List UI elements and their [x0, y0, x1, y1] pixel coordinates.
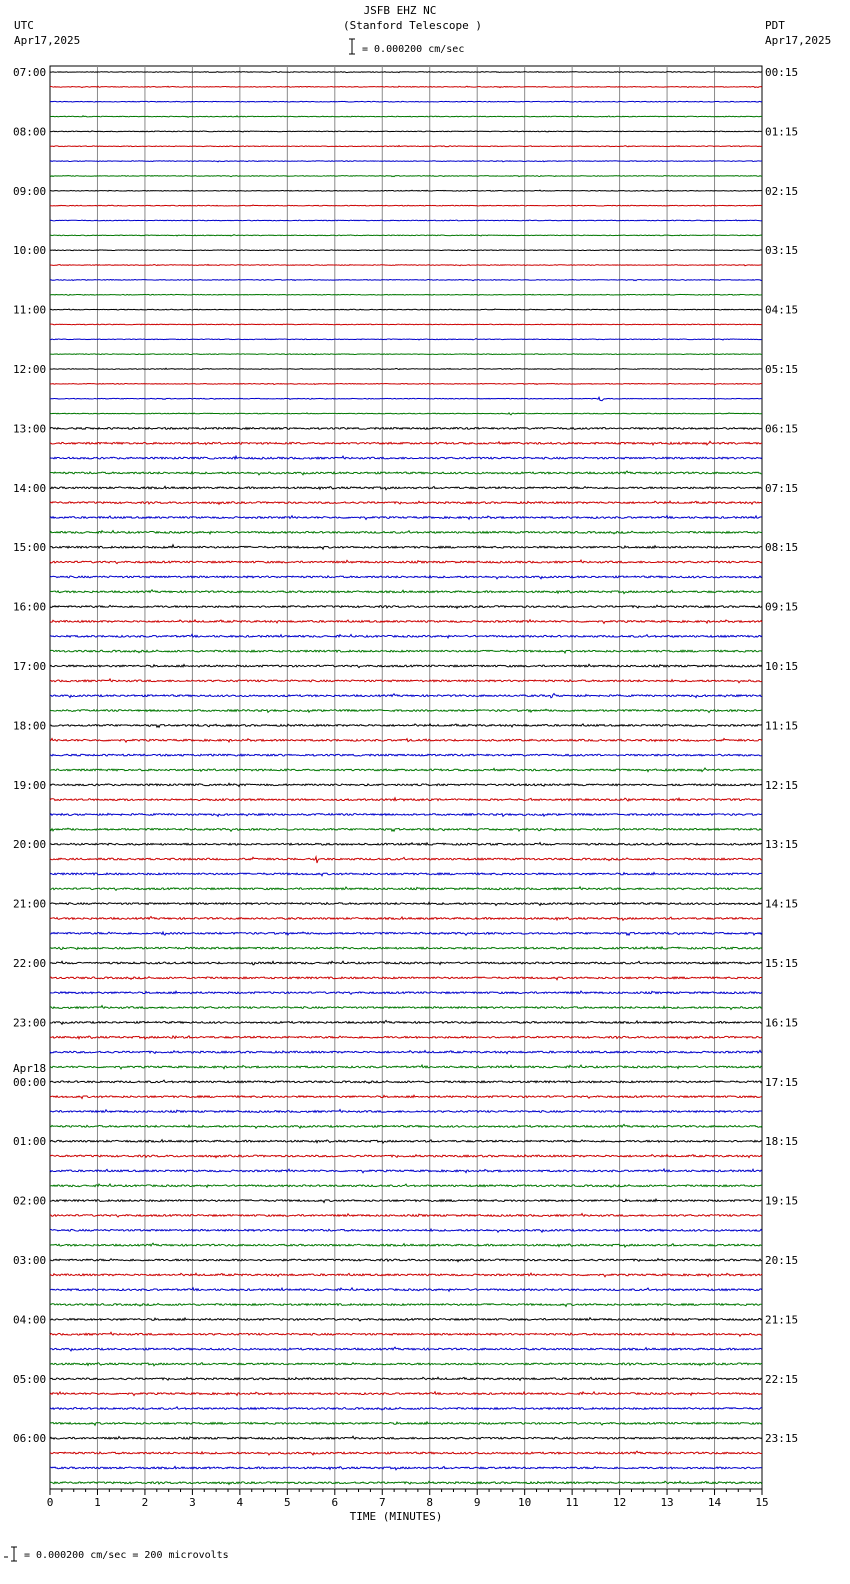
left-date-label: Apr18 [13, 1061, 47, 1075]
x-tick-label: 6 [331, 1496, 339, 1509]
left-time-label: 04:00 [13, 1313, 47, 1327]
seismic-trace [50, 560, 762, 564]
left-time-label: 14:00 [13, 481, 47, 495]
left-time-label: 00:00 [13, 1075, 47, 1089]
right-time-label: 09:15 [765, 600, 799, 614]
x-tick-label: 12 [612, 1496, 627, 1509]
seismic-trace [50, 146, 762, 147]
seismic-trace [50, 1377, 762, 1380]
seismic-trace [50, 768, 762, 772]
right-time-label: 14:15 [765, 897, 799, 911]
x-tick-label: 7 [378, 1496, 386, 1509]
right-time-label: 07:15 [765, 481, 799, 495]
seismic-trace [50, 501, 762, 504]
seismic-trace [50, 249, 762, 250]
seismic-trace [50, 932, 762, 935]
seismic-trace [50, 724, 762, 727]
right-time-label: 02:15 [765, 184, 799, 198]
seismic-trace [50, 86, 762, 87]
seismic-trace [50, 1050, 762, 1053]
seismic-trace [50, 1407, 762, 1410]
seismic-trace [50, 1036, 762, 1039]
seismic-trace [50, 1273, 762, 1277]
right-time-label: 18:15 [765, 1135, 799, 1149]
x-tick-label: 4 [236, 1496, 244, 1509]
seismic-trace [50, 175, 762, 176]
seismic-trace [50, 828, 762, 831]
left-timezone: UTC [14, 19, 34, 32]
right-time-label: 08:15 [765, 541, 799, 555]
left-time-label: 09:00 [13, 184, 47, 198]
seismic-trace [50, 1392, 762, 1396]
x-tick-label: 10 [518, 1496, 532, 1509]
seismic-trace [50, 620, 762, 624]
left-time-label: 21:00 [13, 897, 47, 911]
seismic-trace [50, 486, 762, 489]
right-time-label: 20:15 [765, 1254, 799, 1267]
x-tick-label: 3 [189, 1496, 196, 1509]
seismic-trace [50, 813, 762, 816]
right-date: Apr17,2025 [765, 34, 832, 47]
seismic-trace [50, 324, 762, 325]
seismic-trace [50, 1184, 762, 1187]
seismic-trace [50, 709, 762, 712]
left-time-label: 06:00 [13, 1432, 47, 1446]
seismic-trace [50, 1243, 762, 1247]
seismic-trace [50, 887, 762, 891]
seismic-trace [50, 116, 762, 117]
left-time-label: 08:00 [13, 125, 47, 139]
seismic-trace [50, 1363, 762, 1366]
seismic-trace [50, 947, 762, 950]
seismic-trace [50, 1332, 762, 1336]
left-time-label: 19:00 [13, 778, 47, 792]
chart-subtitle: (Stanford Telescope ) [342, 19, 483, 32]
seismic-trace [50, 545, 762, 549]
x-tick-label: 9 [473, 1496, 481, 1509]
seismic-trace [50, 991, 762, 994]
seismic-trace [50, 1155, 762, 1158]
seismic-trace [50, 1199, 762, 1202]
x-tick-label: 13 [660, 1496, 674, 1509]
seismic-trace [50, 1140, 762, 1143]
seismic-trace [50, 590, 762, 594]
seismic-trace [50, 101, 762, 102]
seismic-trace [50, 664, 762, 667]
right-time-label: 15:15 [765, 957, 799, 970]
seismic-trace [50, 368, 762, 369]
right-time-label: 23:15 [765, 1432, 799, 1446]
seismic-trace [50, 679, 762, 683]
left-time-label: 15:00 [13, 541, 47, 555]
seismic-trace [50, 1124, 762, 1128]
seismic-trace [50, 1481, 762, 1484]
seismic-trace [50, 161, 762, 162]
seismic-trace [50, 1259, 762, 1262]
seismic-trace [50, 339, 762, 340]
seismic-trace [50, 205, 762, 206]
x-tick-label: 2 [141, 1496, 149, 1509]
left-time-label: 18:00 [13, 719, 47, 733]
seismic-trace [50, 1451, 762, 1455]
seismic-trace [50, 1006, 762, 1010]
left-time-label: 11:00 [13, 303, 47, 317]
seismic-trace [50, 1288, 762, 1291]
seismic-trace [50, 516, 762, 520]
seismic-trace [50, 1466, 762, 1469]
seismic-trace [50, 857, 762, 863]
right-time-label: 10:15 [765, 660, 799, 673]
seismic-trace [50, 650, 762, 653]
left-time-label: 22:00 [13, 957, 47, 970]
left-time-label: 12:00 [13, 363, 47, 376]
seismic-trace [50, 1422, 762, 1425]
seismic-trace [50, 220, 762, 221]
seismic-trace [50, 872, 762, 875]
seismic-trace [50, 1065, 762, 1069]
seismic-trace [50, 754, 762, 756]
x-tick-label: 8 [426, 1496, 434, 1509]
seismic-trace [50, 471, 762, 475]
right-time-label: 17:15 [765, 1075, 799, 1089]
seismic-trace [50, 1436, 762, 1439]
seismic-trace [50, 397, 762, 400]
x-tick-label: 1 [94, 1496, 101, 1509]
seismic-trace [50, 902, 762, 905]
x-tick-label: 14 [707, 1496, 722, 1509]
x-tick-label: 15 [755, 1496, 769, 1509]
seismic-trace [50, 738, 762, 742]
seismic-trace [50, 977, 762, 980]
right-timezone: PDT [765, 19, 785, 32]
seismic-trace [50, 1303, 762, 1306]
right-time-label: 22:15 [765, 1372, 799, 1386]
right-time-label: 03:15 [765, 244, 799, 258]
footer-scale-bar-icon [2, 1545, 18, 1563]
left-date: Apr17,2025 [14, 34, 81, 47]
right-time-label: 16:15 [765, 1016, 799, 1030]
seismic-trace [50, 190, 762, 191]
seismic-trace [50, 279, 762, 280]
x-tick-label: 5 [284, 1496, 291, 1509]
left-time-label: 07:00 [13, 66, 47, 79]
seismic-trace [50, 1229, 762, 1232]
left-time-label: 03:00 [13, 1254, 47, 1267]
left-time-label: 20:00 [13, 838, 47, 852]
seismic-trace [50, 961, 762, 965]
left-time-label: 16:00 [13, 600, 47, 614]
x-tick-label: 11 [565, 1496, 579, 1509]
footer-scale-note: = 0.000200 cm/sec = 200 microvolts [24, 1550, 229, 1561]
seismic-trace [50, 1347, 762, 1351]
right-time-label: 11:15 [765, 719, 799, 733]
seismic-trace [50, 413, 762, 415]
seismic-trace [50, 634, 762, 637]
seismic-trace [50, 1318, 762, 1321]
left-time-label: 02:00 [13, 1194, 47, 1208]
right-time-label: 21:15 [765, 1313, 799, 1327]
seismic-trace [50, 1110, 762, 1113]
left-time-label: 10:00 [13, 244, 47, 258]
left-time-label: 23:00 [13, 1016, 47, 1030]
seismic-trace [50, 1095, 762, 1098]
seismic-trace [50, 1169, 762, 1173]
right-time-label: 12:15 [765, 778, 799, 792]
seismic-trace [50, 294, 762, 295]
seismic-trace [50, 309, 762, 310]
seismic-trace [50, 131, 762, 132]
seismic-trace [50, 264, 762, 265]
seismic-trace [50, 456, 762, 459]
scale-label: = 0.000200 cm/sec [362, 44, 465, 55]
right-time-label: 00:15 [765, 66, 799, 79]
seismic-trace [50, 605, 762, 608]
chart-title: JSFB EHZ NC [363, 4, 437, 17]
left-time-label: 01:00 [13, 1135, 47, 1149]
seismic-trace [50, 798, 762, 801]
seismic-trace [50, 1020, 762, 1024]
left-time-label: 13:00 [13, 422, 47, 436]
seismic-trace [50, 1080, 762, 1083]
right-time-label: 04:15 [765, 303, 799, 317]
seismic-trace [50, 441, 762, 445]
seismic-trace [50, 383, 762, 384]
right-time-label: 05:15 [765, 363, 799, 376]
seismic-trace [50, 694, 762, 698]
seismic-trace [50, 576, 762, 579]
seismic-trace [50, 428, 762, 430]
left-time-label: 17:00 [13, 660, 47, 673]
seismic-trace [50, 917, 762, 921]
right-time-label: 06:15 [765, 422, 799, 436]
left-time-label: 05:00 [13, 1372, 47, 1386]
seismic-trace [50, 783, 762, 786]
seismic-trace [50, 843, 762, 846]
x-tick-label: 0 [46, 1496, 54, 1509]
right-time-label: 01:15 [765, 125, 799, 139]
seismic-trace [50, 354, 762, 355]
seismic-trace [50, 1214, 762, 1218]
seismic-trace [50, 235, 762, 236]
seismic-trace [50, 531, 762, 534]
x-axis-label: TIME (MINUTES) [349, 1510, 443, 1523]
right-time-label: 13:15 [765, 838, 799, 852]
right-time-label: 19:15 [765, 1194, 799, 1208]
seismic-trace [50, 71, 762, 72]
